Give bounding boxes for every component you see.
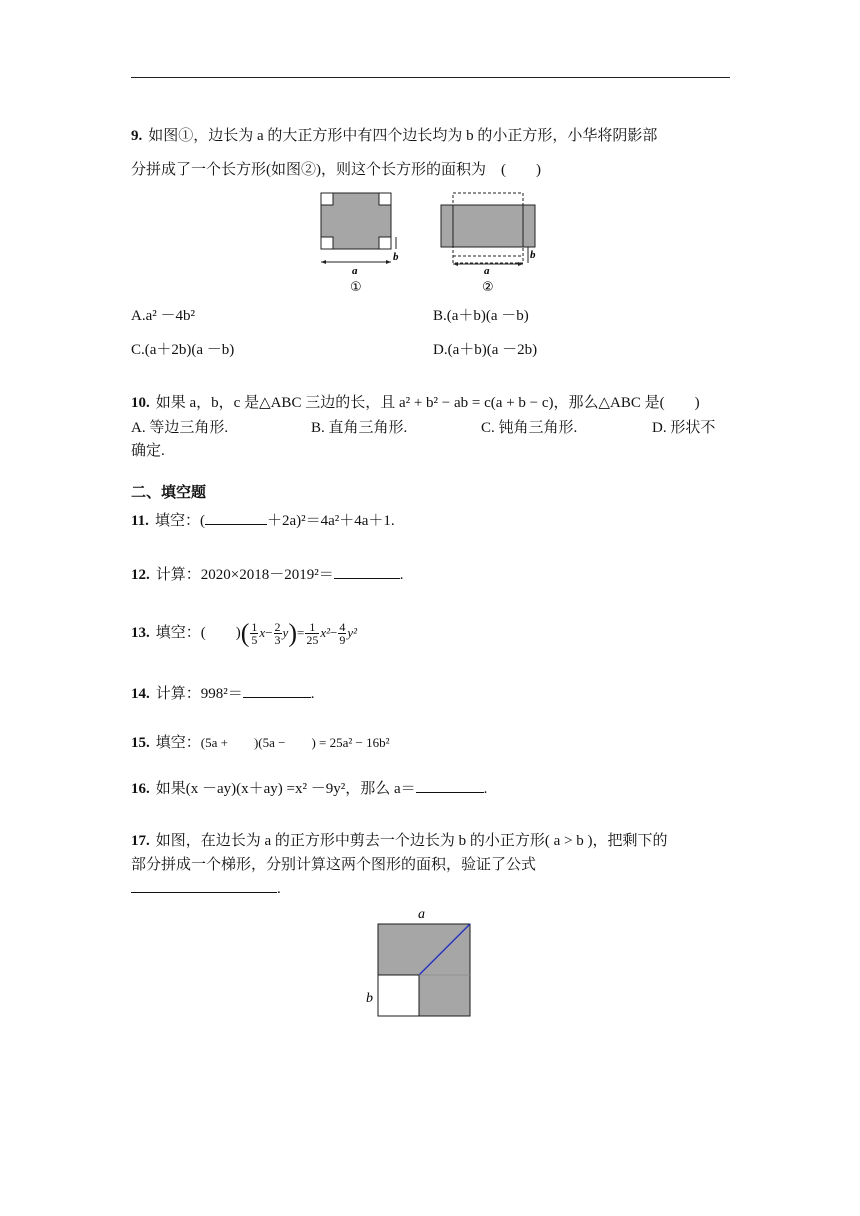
fig1-corner-br: [379, 237, 391, 249]
q10-text-line1: 如果 a，b，c 是△ABC 三边的长，且 a² + b² − ab = c(a + b − c)，那么△ABC 是( ): [155, 395, 700, 411]
fig1-arrow-right: [386, 260, 391, 264]
q9-text-line1: 如图①，边长为 a 的大正方形中有四个边长均为 b 的小正方形，小华将阴影部: [148, 128, 658, 144]
q9-option-c: C.(a＋2b)(a －b): [131, 342, 235, 358]
q13-pre: 填空：( ): [155, 625, 241, 641]
q10-line3: 确定.: [131, 443, 165, 459]
q12-pre: 计算：2020×2018－2019²＝: [155, 567, 334, 583]
q12-blank[interactable]: [334, 564, 400, 579]
fig2-label-b: b: [530, 249, 536, 261]
header-rule: [131, 77, 730, 78]
q14-post: .: [310, 686, 315, 702]
fig1-corner-tl: [321, 193, 333, 205]
q11-blank[interactable]: [205, 510, 267, 525]
fig1-label-b: b: [393, 251, 399, 263]
q12-post: .: [399, 567, 404, 583]
fig2-caption: ②: [482, 280, 494, 295]
q17-line3: [131, 878, 281, 899]
q13-number: 13.: [131, 625, 150, 641]
q9-number: 9.: [131, 128, 143, 144]
q15-number: 15.: [131, 735, 150, 751]
q17-number: 17.: [131, 833, 150, 849]
q14-pre: 计算：998²＝: [155, 686, 243, 702]
q10-line1: [131, 393, 700, 413]
q10-option-b: B. 直角三角形.: [311, 420, 408, 436]
q11-pre: 填空：(: [154, 513, 205, 529]
q14-blank[interactable]: [243, 683, 311, 698]
q13: 13. 填空：( )( $\frac{1}{5}$ x− $\frac{2}{3}$ y)= $\frac{1}{25}$ x²− $\frac{4}{9}$ y²: [131, 618, 358, 648]
fig1-caption: ①: [350, 280, 362, 295]
q14-number: 14.: [131, 686, 150, 702]
fig1-corner-bl: [321, 237, 333, 249]
fig2-label-a: a: [484, 265, 490, 277]
q9-line2: [131, 160, 541, 180]
q16-number: 16.: [131, 781, 150, 797]
q9-figure-1: [316, 190, 406, 300]
q16-post: .: [483, 781, 488, 797]
q13-frac-1: $\frac{1}{5}$: [251, 620, 258, 648]
q10-option-c: C. 钝角三角形.: [481, 420, 578, 436]
q12-number: 12.: [131, 567, 150, 583]
q17-text-line1: 如图，在边长为 a 的正方形中剪去一个边长为 b 的小正方形( a > b )，把剩下的: [155, 833, 668, 849]
q17-small-square: [378, 975, 419, 1016]
q14: [131, 683, 315, 704]
q12: [131, 564, 403, 585]
q9-text-line2: 分拼成了一个长方形(如图②)，则这个长方形的面积为 ( ): [131, 162, 541, 178]
q10-number: 10.: [131, 395, 150, 411]
q15: [131, 733, 390, 753]
q17-line2: [131, 855, 536, 875]
q16-blank[interactable]: [416, 778, 484, 793]
q9-line1: [131, 126, 657, 146]
section-heading: 二、填空题: [131, 483, 207, 501]
q13-paren-close: ): [288, 618, 297, 648]
q9-option-a: A.a² －4b²: [131, 308, 195, 324]
q16: [131, 778, 487, 799]
fig1-arrow-left: [321, 260, 326, 264]
q17-label-b: b: [366, 991, 373, 1006]
q17-line3-post: .: [277, 881, 281, 897]
q13-frac-4: $\frac{4}{9}$: [339, 620, 346, 648]
q9-option-d: D.(a＋b)(a －2b): [433, 342, 538, 358]
q10-option-d: D. 形状不: [652, 420, 716, 436]
fig1-corner-tr: [379, 193, 391, 205]
q17-blank[interactable]: [131, 878, 277, 893]
q11-post: ＋2a)²＝4a²＋4a＋1.: [266, 513, 395, 529]
q16-pre: 如果(x －ay)(x＋ay) =x² －9y²，那么 a＝: [155, 781, 416, 797]
q11-number: 11.: [131, 513, 149, 529]
q15-pre: 填空：: [155, 735, 201, 751]
fig2-rectangle: [441, 205, 535, 247]
q13-frac-3: $\frac{1}{25}$: [306, 620, 319, 648]
q17-figure: [360, 902, 480, 1022]
q10-option-a: A. 等边三角形.: [131, 420, 229, 436]
q9-figure-2: [436, 190, 546, 300]
q13-frac-2: $\frac{2}{3}$: [274, 620, 281, 648]
q11: [131, 510, 395, 531]
q15-expression: (5a + )(5a − ) = 25a² − 16b²: [200, 735, 390, 750]
q17-label-a: a: [418, 907, 425, 922]
q17-text-line2: 部分拼成一个梯形，分别计算这两个图形的面积，验证了公式: [131, 857, 537, 873]
q9-option-b: B.(a＋b)(a －b): [433, 308, 529, 324]
fig1-label-a: a: [352, 265, 358, 277]
q17-line1: [131, 831, 668, 851]
q13-paren-open: (: [240, 618, 250, 648]
